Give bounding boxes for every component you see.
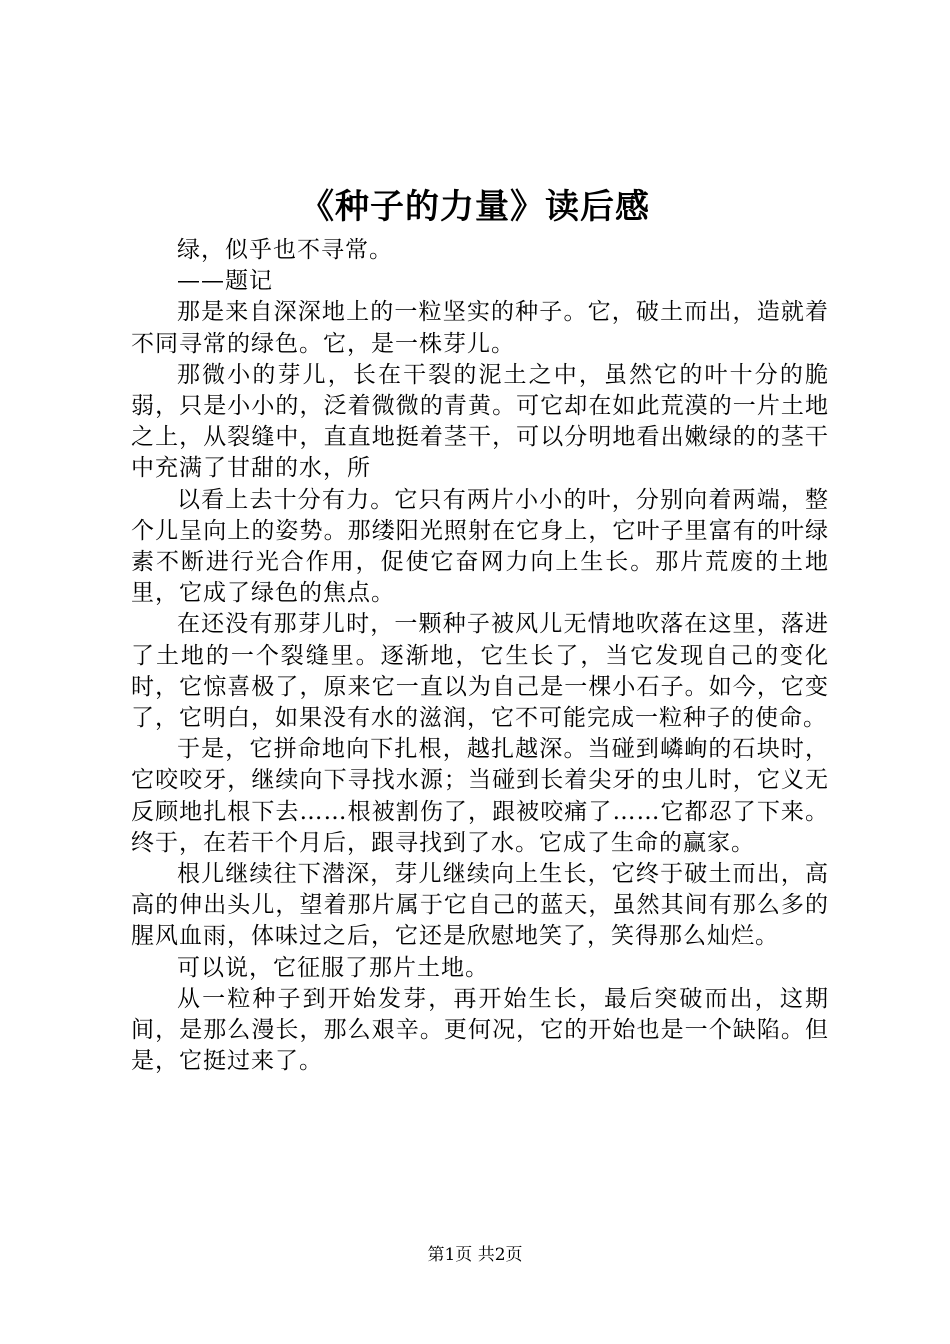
- document-body: [131, 235, 829, 1077]
- page-number-footer: 第1页 共2页: [427, 1245, 523, 1265]
- paragraph: 根儿继续往下潜深，芽儿继续向上生长，它终于破土而出，高高的伸出头儿，望着那片属于它自己的蓝天，虽然其间有那么多的腥风血雨，体味过之后，它还是欣慰地笑了，笑得那么灿烂。: [131, 861, 829, 950]
- paragraph: 在还没有那芽儿时，一颗种子被风儿无情地吹落在这里，落进了土地的一个裂缝里。逐渐地，它生长了，当它发现自己的变化时，它惊喜极了，原来它一直以为自己是一棵小石子。如今，它变了，它明白，如果没有水的滋润，它不可能完成一粒种子的使命。: [131, 611, 829, 732]
- paragraph: 那微小的芽儿，长在干裂的泥土之中，虽然它的叶十分的脆弱，只是小小的，泛着微微的青黄。可它却在如此荒漠的一片土地之上，从裂缝中，直直地挺着茎干，可以分明地看出嫩绿的的茎干中充满了甘甜的水，所: [131, 361, 829, 482]
- paragraph-epigraph-attribution: ——题记: [177, 268, 273, 295]
- paragraph: 于是，它拼命地向下扎根，越扎越深。当碰到嶙峋的石块时，它咬咬牙，继续向下寻找水源；当碰到长着尖牙的虫儿时，它义无反顾地扎根下去……根被割伤了，跟被咬痛了……它都忍了下来。终于，在若干个月后，跟寻找到了水。它成了生命的赢家。: [131, 736, 829, 856]
- paragraph: 以看上去十分有力。它只有两片小小的叶，分别向着两端，整个儿呈向上的姿势。那缕阳光照射在它身上，它叶子里富有的叶绿素不断进行光合作用，促使它奋网力向上生长。那片荒废的土地里，它成了绿色的焦点。: [131, 486, 829, 607]
- paragraph: 从一粒种子到开始发芽，再开始生长，最后突破而出，这期间，是那么漫长，那么艰辛。更何况，它的开始也是一个缺陷。但是，它挺过来了。: [131, 985, 829, 1075]
- paragraph: 那是来自深深地上的一粒坚实的种子。它，破土而出，造就着不同寻常的绿色。它，是一株芽儿。: [131, 299, 829, 357]
- paragraph: 可以说，它征服了那片土地。: [177, 954, 489, 981]
- document-title: 《种子的力量》读后感: [300, 187, 650, 227]
- paragraph-epigraph: 绿，似乎也不寻常。: [177, 237, 393, 263]
